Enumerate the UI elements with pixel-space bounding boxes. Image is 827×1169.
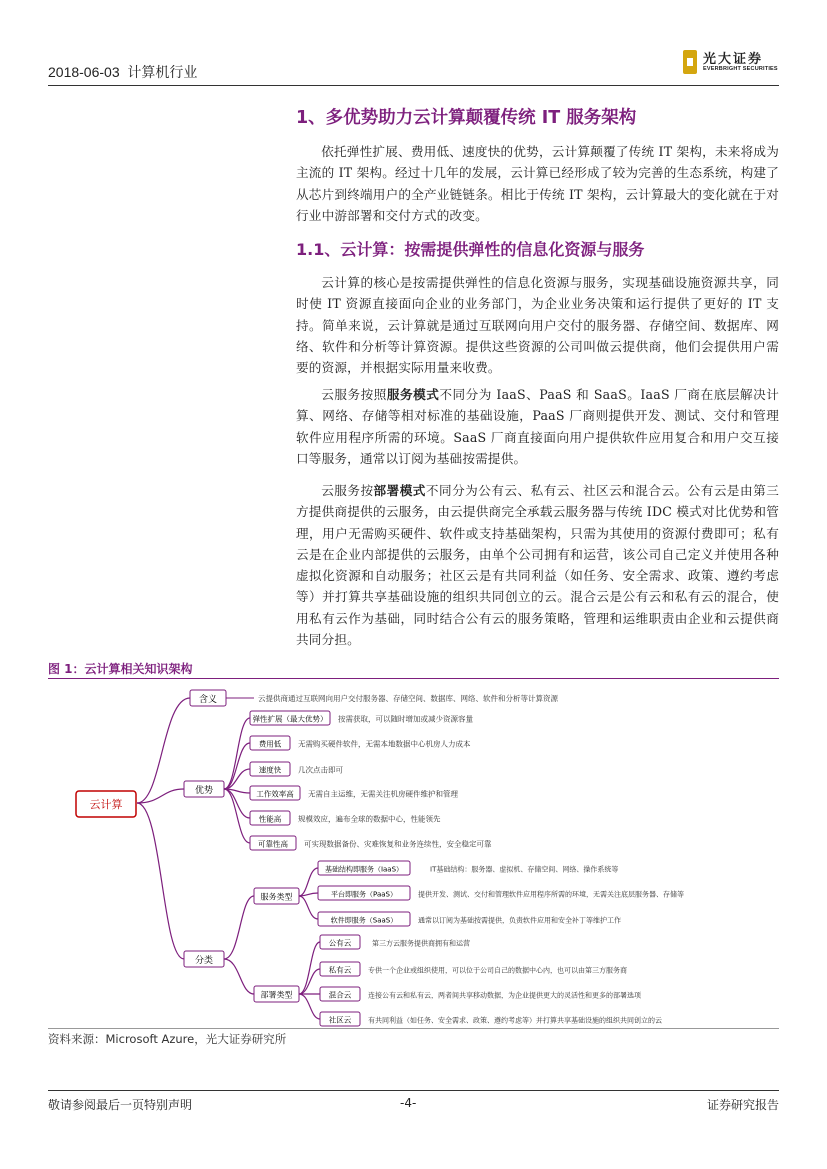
page-header [48, 52, 779, 84]
deployment-type-items [320, 935, 662, 1026]
adv-label-5: 可靠性高 [258, 839, 288, 849]
svc-label-1: 平台即服务（PaaS） [331, 890, 397, 899]
svc-label-0: 基础结构即服务（IaaS） [324, 865, 404, 874]
mindmap-root-label: 云计算 [89, 798, 123, 811]
svc-text-1: 提供开发、测试、交付和管理软件应用程序所需的环境，无需关注底层服务器、存储等 [418, 890, 684, 899]
everbright-logo [683, 50, 779, 80]
dep-label-1: 私有云 [328, 965, 352, 975]
paragraph-2: 云计算的核心是按需提供弹性的信息化资源与服务，实现基础设施资源共享，同时使 IT 资源直接面向企业的业务部门，为企业业务决策和运行提供了更好的 IT 支持。简单来说，云计算就是通过互联网向用户交付的服务器、存储空间、数据库、网络、软件和分析等计算资源。提供这些资源的公司叫做云提供商，他们会提供用户需要的资源，并根据实际用量来收费。 [296, 275, 779, 376]
svc-text-2: 通常以订阅为基础按需提供，负责软件应用和安全补丁等维护工作 [418, 916, 621, 925]
dep-label-2: 混合云 [328, 990, 352, 1000]
header-date: 2018-06-03 [48, 64, 120, 80]
adv-text-2: 几次点击即可 [298, 765, 343, 775]
node-advantages-label: 优势 [194, 786, 214, 796]
bold-deployment-mode: 部署模式 [373, 483, 426, 498]
adv-text-1: 无需购买硬件软件，无需本地数据中心机房人力成本 [298, 739, 471, 749]
adv-text-3: 无需自主运维，无需关注机房硬件维护和管理 [308, 789, 458, 799]
dep-text-2: 连接公有云和私有云，两者间共享移动数据，为企业提供更大的灵活性和更多的部署选项 [368, 991, 641, 1000]
bold-service-mode: 服务模式 [386, 387, 440, 402]
adv-text-5: 可实现数据备份、灾难恢复和业务连续性，安全稳定可靠 [304, 839, 492, 849]
dep-text-1: 专供一个企业或组织使用，可以位于公司自己的数据中心内，也可以由第三方服务商 [368, 966, 627, 975]
header-date-industry [48, 62, 197, 82]
footer-report-type: 证券研究报告 [706, 1098, 779, 1112]
node-deployment-type-label: 部署类型 [260, 990, 293, 1000]
figure-title: 图 1：云计算相关知识架构 [48, 662, 193, 676]
logo-en: EVERBRIGHT SECURITIES [703, 66, 778, 72]
service-type-items [318, 861, 684, 926]
svc-label-2: 软件即服务（SaaS） [330, 916, 398, 925]
advantage-items [250, 711, 492, 850]
paragraph-1: 依托弹性扩展、费用低、速度快的优势，云计算颠覆了传统 IT 架构，未来将成为主流的 IT 架构。经过十几年的发展，云计算已经形成了较为完善的生态系统，构建了从芯片到终端用户的全产业链链条。相比于传统 IT 架构，云计算最大的变化就在于对行业中游部署和交付方式的改变。 [296, 144, 779, 223]
footer-page-number: -4- [400, 1096, 417, 1110]
dep-label-0: 公有云 [328, 938, 352, 948]
footer-disclaimer: 敬请参阅最后一页特别声明 [48, 1098, 193, 1112]
section-title-1: 1、多优势助力云计算颠覆传统 IT 服务架构 [296, 108, 637, 128]
figure-rule [48, 678, 779, 679]
node-service-type-label: 服务类型 [260, 892, 293, 902]
logo-cn: 光大证券 [703, 52, 764, 67]
header-industry: 计算机行业 [127, 64, 198, 80]
section-title-1-1: 1.1、云计算：按需提供弹性的信息化资源与服务 [296, 240, 645, 259]
paragraph-4: 云服务按部署模式不同分为公有云、私有云、社区云和混合云。公有云是由第三方提供商提供的云服务，由云提供商完全承载云服务器与传统 IDC 模式对比优势和管理，用户无需购买硬件、软件或支持基础架构，只需为其使用的资源付费即可；私有云是在企业内部提供的云服务，由单个公司拥有和运营，该公司自己定义并使用各种虚拟化资源和自动服务；社区云是有共同利益（如任务、安全需求、政策、遵约考虑等）并打算共享基础设施的组织共同创立的云。混合云是公有云和私有云的混合，使用私有云作为基础，同时结合公有云的服务策略，管理和运维职责由企业和云提供商共同分担。 [296, 483, 779, 648]
mindmap-connectors [137, 698, 320, 1019]
adv-label-0: 弹性扩展（最大优势） [252, 714, 328, 724]
paragraph-3: 云服务按照服务模式不同分为 IaaS、PaaS 和 SaaS。IaaS 厂商在底层解决计算、网络、存储等相对标准的基础设施，PaaS 厂商则提供开发、测试、交付和管理软件应用程序所需的环境。SaaS 厂商直接面向用户提供软件应用复合和用户交互接口等服务，通常以订阅为基础按需提供。 [296, 387, 779, 466]
adv-label-3: 工作效率高 [256, 789, 294, 799]
adv-label-4: 性能高 [258, 814, 282, 824]
node-definition-text: 云提供商通过互联网向用户交付服务器、存储空间、数据库、网络、软件和分析等计算资源 [258, 694, 558, 703]
svc-text-0: IT基础结构：服务器、虚拟机、存储空间、网络、操作系统等 [430, 865, 619, 874]
dep-text-3: 有共同利益（如任务、安全需求、政策、遵约考虑等）并打算共享基础设施的组织共同创立的云 [368, 1016, 662, 1025]
node-classification-label: 分类 [194, 956, 214, 966]
dep-text-0: 第三方云服务提供商拥有和运营 [372, 939, 470, 948]
node-definition-label: 含义 [198, 695, 218, 705]
header-rule [48, 85, 779, 86]
adv-text-4: 规模效应，遍布全球的数据中心，性能领先 [298, 814, 441, 824]
dep-label-3: 社区云 [328, 1015, 352, 1025]
footer-rule [48, 1090, 779, 1091]
figure-source: 资料来源：Microsoft Azure，光大证券研究所 [48, 1032, 287, 1046]
adv-text-0: 按需获取，可以随时增加或减少资源容量 [338, 714, 473, 724]
logo-mark-icon [683, 50, 697, 74]
adv-label-2: 速度快 [258, 765, 282, 775]
figure-bottom-rule [48, 1028, 779, 1029]
adv-label-1: 费用低 [258, 739, 282, 749]
mindmap-diagram [62, 683, 762, 1028]
